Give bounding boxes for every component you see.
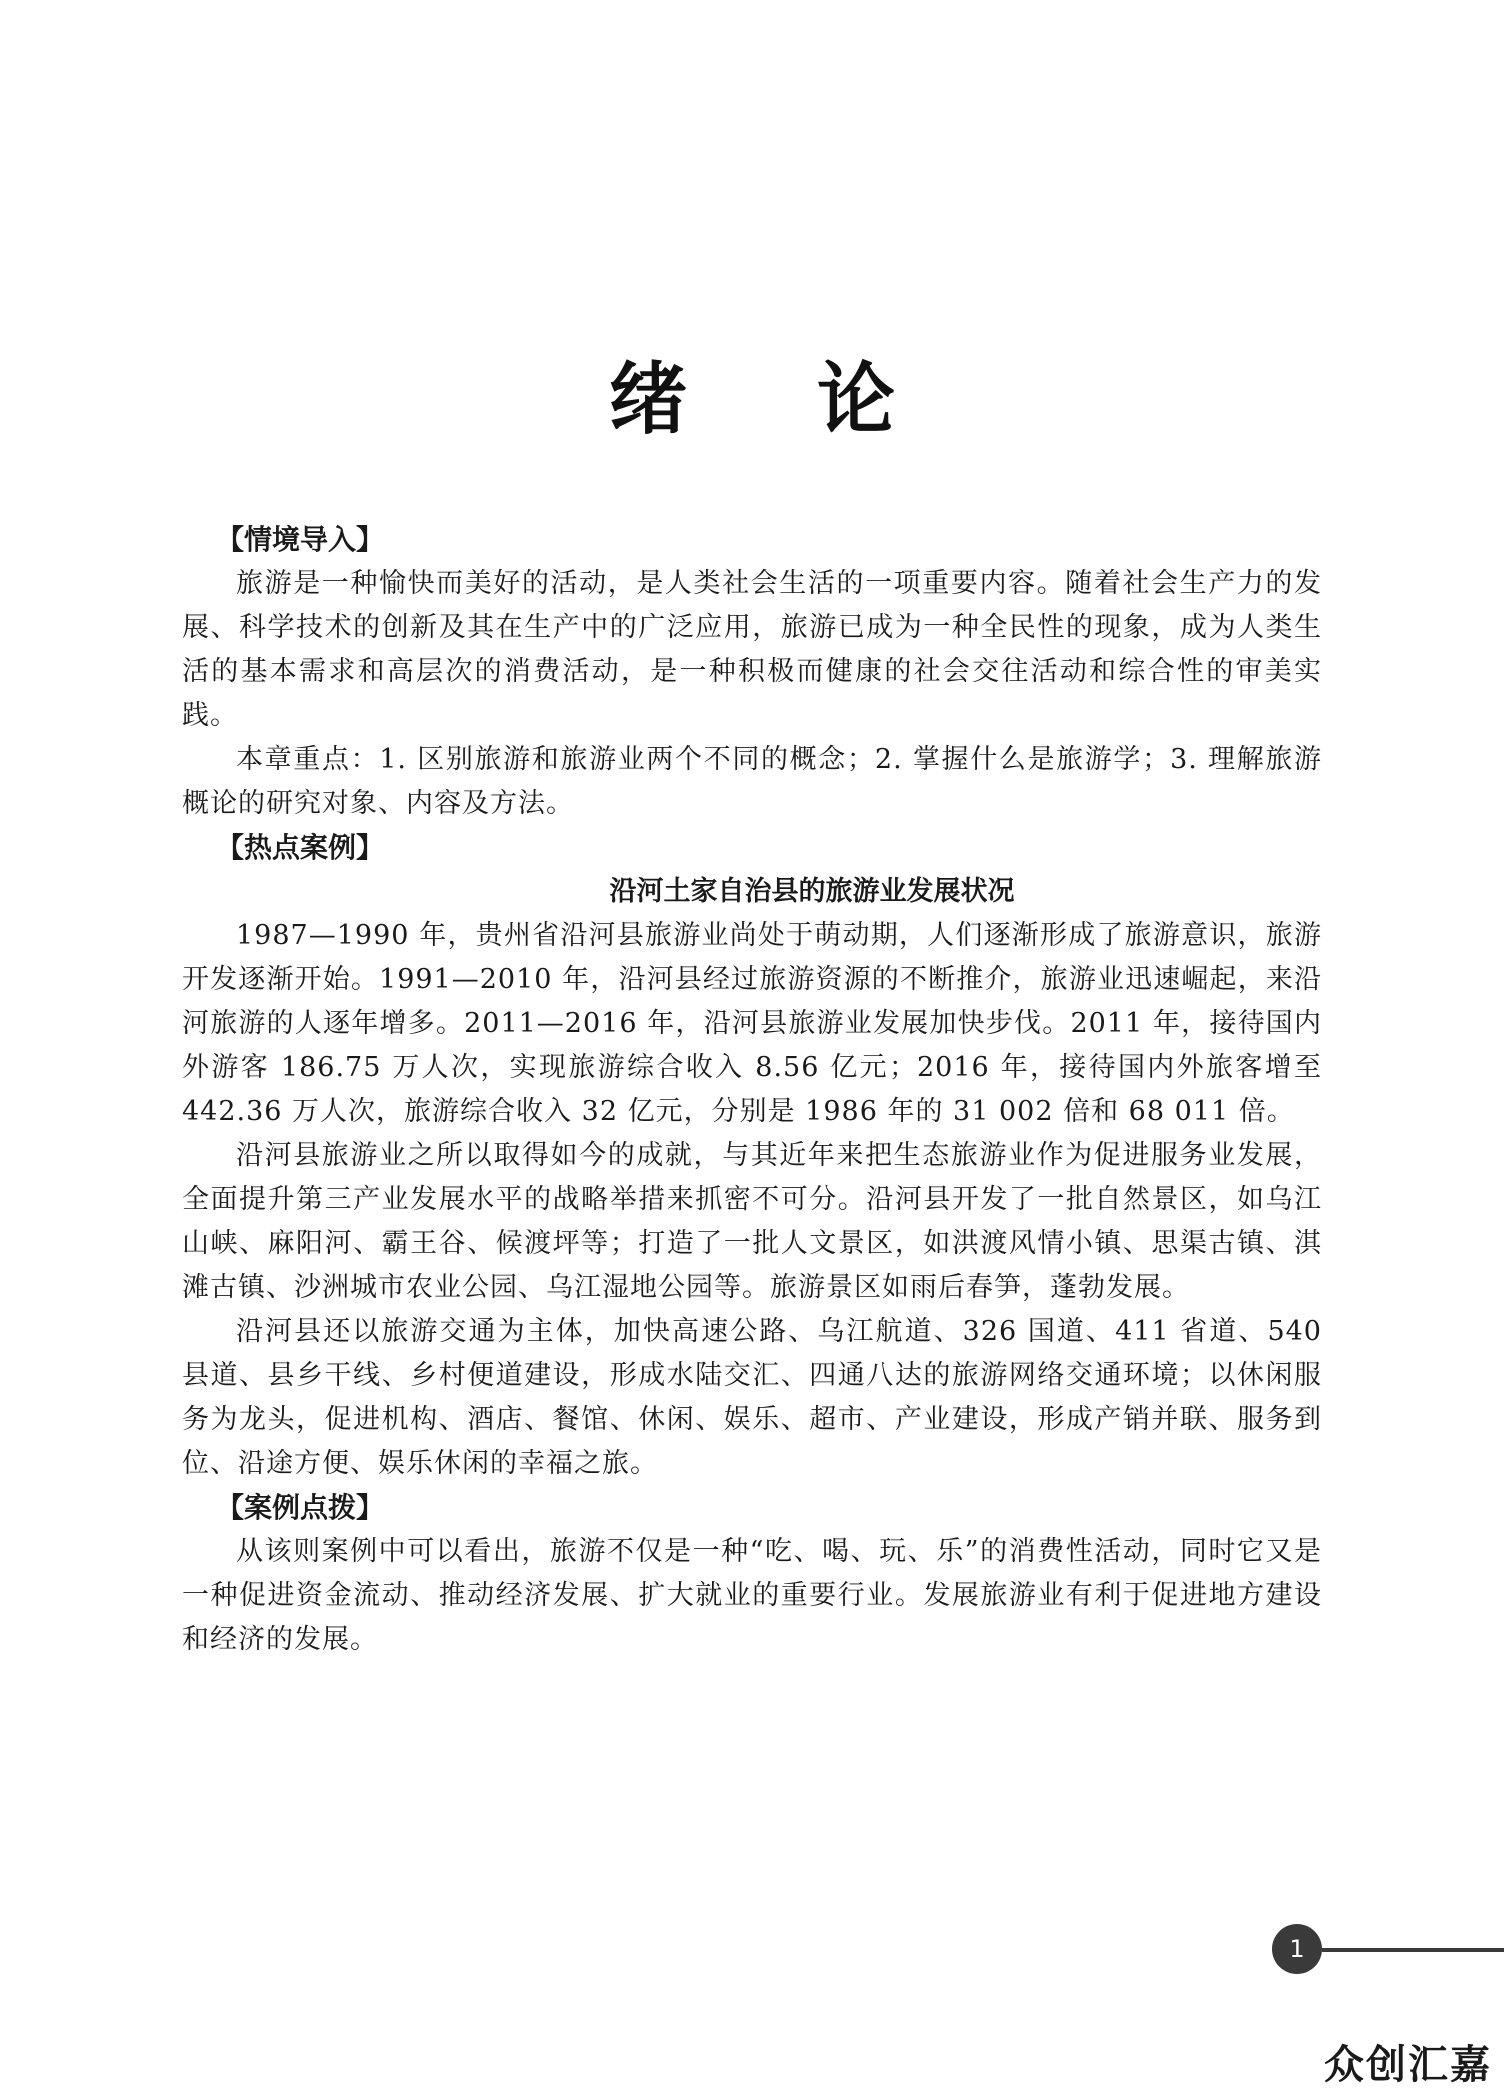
intro-paragraph: 旅游是一种愉快而美好的活动，是人类社会生活的一项重要内容。随着社会生产力的发展、科学技术的创新及其在生产中的广泛应用，旅游已成为一种全民性的现象，成为人类生活的基本需求和高层次的消费活动，是一种积极而健康的社会交往活动和综合性的审美实践。 <box>182 568 1322 731</box>
chapter-title-part1: 绪 <box>608 355 687 445</box>
chapter-body <box>182 518 1322 1662</box>
analysis-paragraph: 从该则案例中可以看出，旅游不仅是一种“吃、喝、玩、乐”的消费性活动，同时它又是一种促进资金流动、推动经济发展、扩大就业的重要行业。发展旅游业有利于促进地方建设和经济的发展。 <box>182 1536 1322 1655</box>
analysis-heading: 【案例点拨】 <box>216 1491 385 1524</box>
page-rule-divider <box>1322 1948 1504 1952</box>
case-heading: 【热点案例】 <box>216 831 385 864</box>
watermark-logo: 众创汇嘉 <box>1324 2042 1492 2088</box>
chapter-title <box>0 350 1504 450</box>
page-number: 1 <box>1272 1924 1322 1974</box>
case-paragraph: 1987—1990 年，贵州省沿河县旅游业尚处于萌动期，人们逐渐形成了旅游意识，旅游开发逐渐开始。1991—2010 年，沿河县经过旅游资源的不断推介，旅游业迅速崛起，来沿河旅游的人逐年增多。2011—2016 年，沿河县旅游业发展加快步伐。2011 年，接待国内外游客 186.75 万人次，实现旅游综合收入 8.56 亿元；2016 年，接待国内外旅客增至 442.36 万人次，旅游综合收入 32 亿元，分别是 1986 年的 31 002 倍和 68 011 倍。 <box>182 920 1322 1127</box>
case-paragraph: 沿河县旅游业之所以取得如今的成就，与其近年来把生态旅游业作为促进服务业发展，全面提升第三产业发展水平的战略举措来抓密不可分。沿河县开发了一批自然景区，如乌江山峡、麻阳河、霸王谷、候渡坪等；打造了一批人文景区，如洪渡风情小镇、思渠古镇、淇滩古镇、沙洲城市农业公园、乌江湿地公园等。旅游景区如雨后春笋，蓬勃发展。 <box>182 1140 1322 1303</box>
case-title: 沿河土家自治县的旅游业发展状况 <box>609 876 1015 907</box>
key-points-paragraph: 本章重点：1. 区别旅游和旅游业两个不同的概念；2. 掌握什么是旅游学；3. 理解旅游概论的研究对象、内容及方法。 <box>182 744 1322 819</box>
chapter-title-part2: 论 <box>817 355 896 445</box>
page-footer <box>1272 1924 1504 1978</box>
case-paragraph: 沿河县还以旅游交通为主体，加快高速公路、乌江航道、326 国道、411 省道、540 县道、县乡干线、乡村便道建设，形成水陆交汇、四通八达的旅游网络交通环境；以休闲服务为龙头，促进机构、酒店、餐馆、休闲、娱乐、超市、产业建设，形成产销并联、服务到位、沿途方便、娱乐休闲的幸福之旅。 <box>182 1316 1322 1479</box>
intro-heading: 【情境导入】 <box>216 523 385 556</box>
